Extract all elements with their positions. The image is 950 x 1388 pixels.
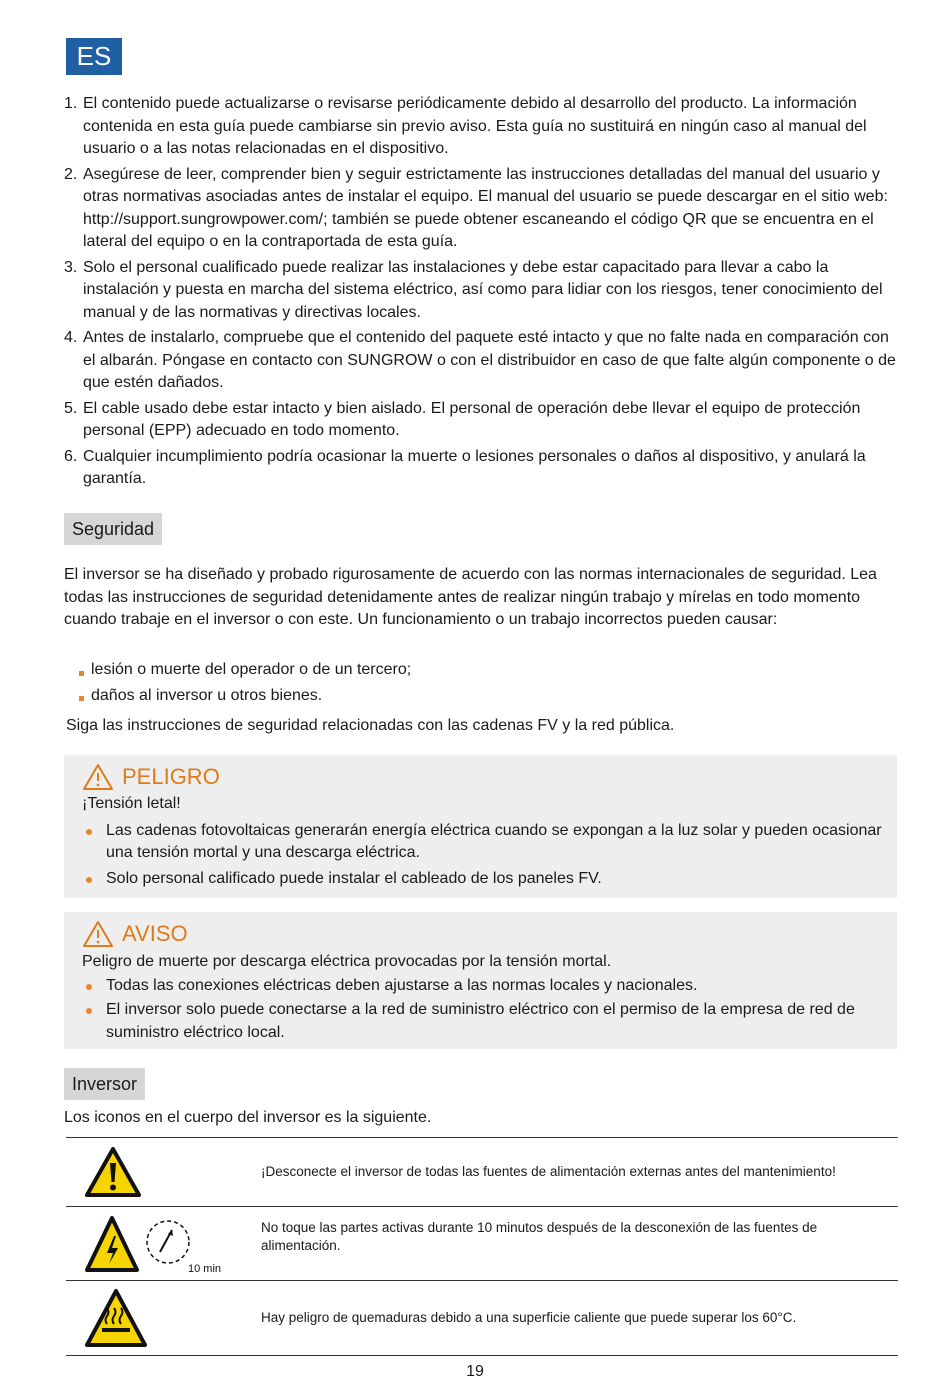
notice-title: AVISO [122, 920, 188, 946]
inverter-heading: Inversor [64, 1068, 145, 1100]
dot-bullet-icon [86, 829, 92, 835]
dot-bullet-icon [86, 877, 92, 883]
icon-table [66, 1137, 898, 1356]
general-warning-icon [84, 1146, 142, 1198]
item-number: 2. [64, 165, 78, 183]
safety-follow-text: Siga las instrucciones de seguridad relacionadas con las cadenas FV y la red pública. [66, 717, 675, 734]
list-item [64, 327, 896, 395]
danger-title: PELIGRO [122, 763, 220, 789]
item-number: 1. [64, 95, 78, 112]
icon-cell [66, 1288, 261, 1348]
list-item [64, 685, 898, 708]
bullet-text: Todas las conexiones eléctricas deben ajustarse a las normas locales y nacionales. [106, 976, 698, 994]
timer-10min-icon [142, 1214, 222, 1274]
bullet-text: lesión o muerte del operador o de un tercero; [91, 661, 412, 678]
item-text: Asegúrese de leer, comprender bien y seguir estrictamente las instrucciones detalladas del manual del usuario y otras normativas asociadas antes de instalar el equipo. El manual del usuario se puede descargar en el sitio web: http://support.sungrowpower.com/; también se puede obtener escaneando el código QR que se encuentra en el lateral del equipo o en la contraportada de esta guía. [83, 165, 888, 250]
list-item [64, 659, 898, 682]
bullet-text: El inversor solo puede conectarse a la red de suministro eléctrico con el permiso de la empresa de red de suministro eléctrico local. [106, 1001, 855, 1041]
table-row [66, 1207, 898, 1281]
item-text: El cable usado debe estar intacto y bien aislado. El personal de operación debe llevar el equipo de protección personal (EPP) adecuado en todo momento. [83, 399, 861, 439]
list-item [64, 446, 896, 491]
table-row [66, 1138, 898, 1207]
notice-title-row [82, 920, 897, 948]
safety-bullet-list [64, 659, 898, 707]
notice-callout [64, 912, 897, 1049]
icon-description: Hay peligro de quemaduras debido a una superficie caliente que puede superar los 60°C. [261, 1310, 797, 1325]
list-item [84, 975, 887, 998]
item-number: 6. [64, 447, 78, 465]
item-number: 3. [64, 258, 78, 276]
page-number: 19 [466, 1363, 484, 1380]
icon-cell [66, 1146, 261, 1198]
danger-subtitle: ¡Tensión letal! [82, 795, 181, 812]
item-text: El contenido puede actualizarse o revisarse periódicamente debido al desarrollo del producto. La información contenida en esta guía puede cambiarse sin previo aviso. Esta guía no sustituirá en ningún caso al manual del usuario o a las notas relacionadas en el dispositivo. [83, 95, 867, 157]
language-badge: ES [66, 38, 122, 75]
safety-intro: El inversor se ha diseñado y probado rigurosamente de acuerdo con las normas internacionales de seguridad. Lea todas las instrucciones de seguridad detenidamente antes de realizar ningún trabajo y mírelas en todo momento cuando trabaje en el inversor o con este. Un funcionamiento o un trabajo incorrectos pueden causar: [64, 566, 877, 628]
danger-callout [64, 755, 897, 898]
bullet-text: Solo personal calificado puede instalar el cableado de los paneles FV. [106, 869, 602, 887]
list-item [64, 257, 896, 325]
icon-description: ¡Desconecte el inversor de todas las fuentes de alimentación externas antes del mantenimiento! [261, 1164, 836, 1179]
item-number: 5. [64, 399, 78, 417]
timer-label: 10 min [188, 1262, 222, 1274]
intro-list [64, 93, 896, 494]
list-item [64, 164, 896, 254]
item-text: Antes de instalarlo, compruebe que el contenido del paquete esté intacto y que no falte nada en comparación con el albarán. Póngase en contacto con SUNGROW o con el distribuidor en caso de que falte algún componente o de que estén dañados. [83, 329, 896, 391]
notice-subtitle: Peligro de muerte por descarga eléctrica provocadas por la tensión mortal. [82, 953, 612, 970]
warning-triangle-icon [82, 763, 114, 791]
item-text: Cualquier incumplimiento podría ocasionar la muerte o lesiones personales o daños al dispositivo, y anulará la garantía. [83, 447, 866, 487]
square-bullet-icon [79, 671, 84, 676]
list-item [64, 398, 896, 443]
danger-title-row [82, 763, 897, 791]
bullet-text: Las cadenas fotovoltaicas generarán energía eléctrica cuando se expongan a la luz solar y pueden ocasionar una tensión mortal y una descarga eléctrica. [106, 821, 882, 861]
dot-bullet-icon [86, 1008, 92, 1014]
list-item [84, 999, 887, 1044]
bullet-text: daños al inversor u otros bienes. [91, 686, 323, 704]
list-item [84, 820, 887, 865]
list-item [64, 93, 896, 161]
icon-description: No toque las partes activas durante 10 minutos después de la desconexión de las fuentes de alimentación. [261, 1219, 818, 1253]
warning-triangle-icon [82, 920, 114, 948]
square-bullet-icon [79, 696, 84, 701]
icon-cell [66, 1214, 261, 1274]
high-voltage-icon [84, 1214, 140, 1274]
safety-heading: Seguridad [64, 513, 162, 545]
item-text: Solo el personal cualificado puede realizar las instalaciones y debe estar capacitado para llevar a cabo la instalación y puesta en marcha del sistema eléctrico, así como para lidiar con los riesgos, tener conocimiento del manual y de las normativas y directivas locales. [83, 258, 883, 321]
item-number: 4. [64, 329, 78, 346]
table-row [66, 1281, 898, 1356]
inverter-intro: Los iconos en el cuerpo del inversor es la siguiente. [64, 1109, 432, 1126]
hot-surface-icon [84, 1288, 148, 1348]
list-item [84, 868, 887, 891]
dot-bullet-icon [86, 984, 92, 990]
